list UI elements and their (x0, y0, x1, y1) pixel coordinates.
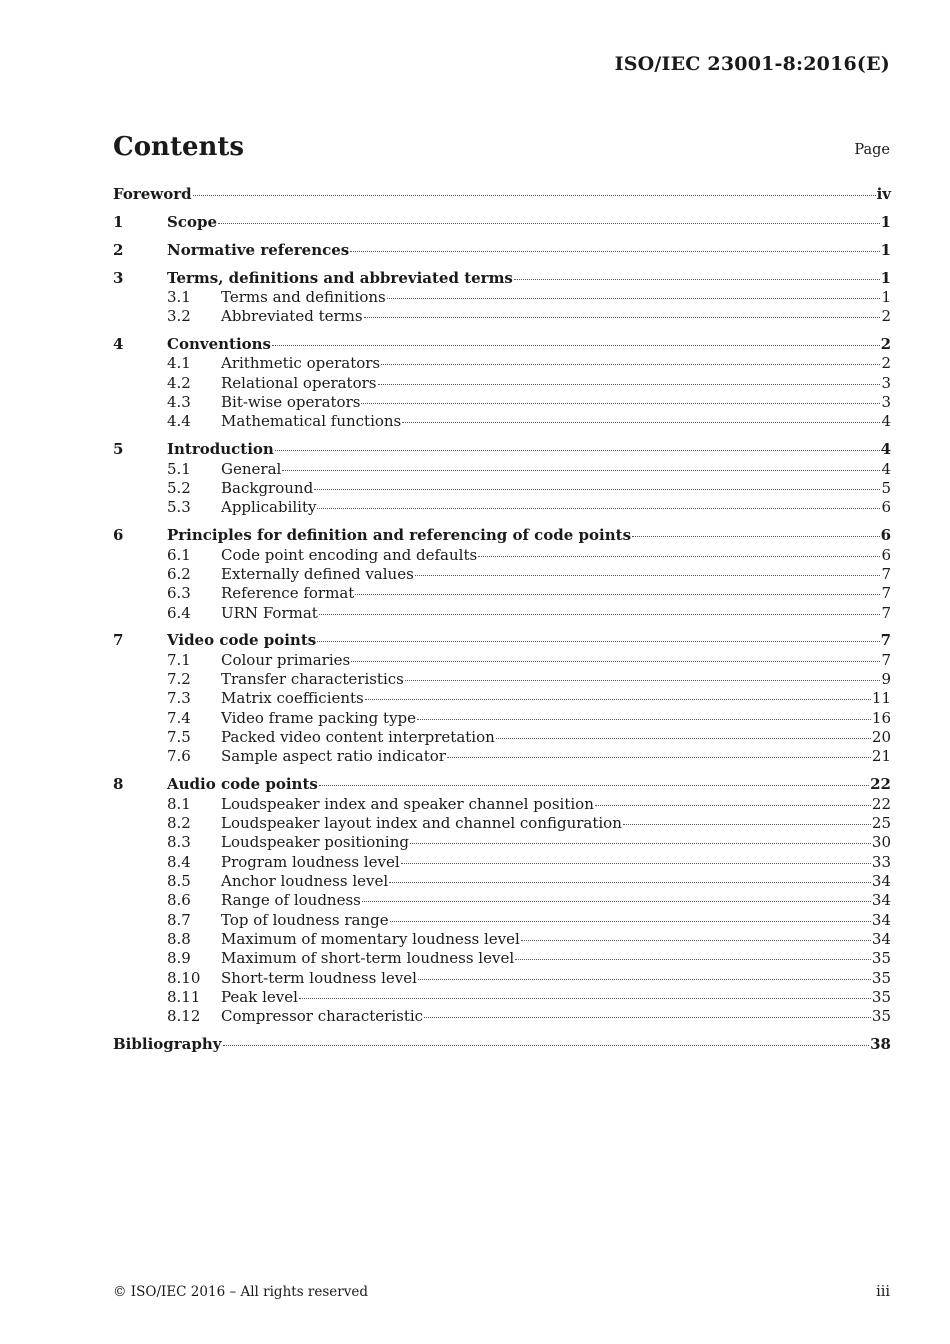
toc-entry[interactable] (113, 795, 891, 814)
dot-leader (402, 422, 880, 423)
toc-entry-number: 8 (113, 775, 124, 794)
toc-entry-title[interactable]: Abbreviated terms (221, 307, 363, 326)
toc-entry[interactable] (113, 604, 891, 623)
toc-entry[interactable] (113, 709, 891, 728)
dot-leader (515, 959, 871, 960)
toc-entry[interactable] (113, 307, 891, 326)
toc-entry[interactable] (113, 565, 891, 584)
toc-entry-page[interactable]: 38 (870, 1035, 891, 1054)
toc-entry-page[interactable]: 2 (881, 307, 891, 326)
toc-entry[interactable] (113, 546, 891, 565)
toc-entry[interactable] (113, 269, 891, 288)
toc-entry-title[interactable]: Audio code points (167, 775, 318, 794)
toc-entry-title[interactable]: Matrix coefficients (221, 689, 364, 708)
toc-entry[interactable] (113, 689, 891, 708)
footer-page-number: iii (876, 1284, 890, 1300)
toc-entry-title[interactable]: Top of loudness range (221, 910, 389, 929)
toc-entry-title[interactable]: Transfer characteristics (221, 670, 404, 689)
toc-entry-page[interactable]: 34 (871, 872, 891, 890)
toc-entry-title[interactable]: Bibliography (113, 1035, 222, 1054)
toc-entry-title[interactable]: Maximum of momentary loudness level (221, 930, 520, 949)
toc-entry-number: 8.10 (167, 968, 201, 987)
toc-entry-title[interactable]: Normative references (167, 240, 350, 259)
dot-leader (361, 403, 880, 404)
dot-leader (275, 450, 880, 451)
toc-entry-title[interactable]: URN Format (221, 603, 318, 622)
dot-leader (424, 1017, 871, 1018)
dot-leader (362, 901, 871, 902)
toc-entry-page[interactable]: 34 (871, 910, 891, 929)
toc-entry-page[interactable]: 7 (880, 631, 891, 650)
toc-entry[interactable] (113, 853, 891, 872)
footer-copyright: © ISO/IEC 2016 – All rights reserved (113, 1284, 368, 1300)
toc-entry-page[interactable]: 7 (881, 584, 891, 603)
toc-entry-number: 4 (113, 335, 124, 354)
toc-entry[interactable] (113, 213, 891, 232)
toc-entry-number: 8.11 (167, 988, 201, 1007)
toc-entry-title[interactable]: Principles for definition and referencing of code points (167, 526, 632, 545)
document-id: ISO/IEC 23001-8:2016(E) (614, 53, 890, 75)
toc-entry[interactable] (113, 814, 891, 833)
toc-entry[interactable] (113, 911, 891, 930)
toc-entry-number: 8.1 (167, 794, 191, 813)
toc-entry[interactable] (113, 374, 891, 393)
dot-leader (381, 364, 880, 365)
toc-entry-title[interactable]: Short-term loudness level (221, 968, 417, 987)
dot-leader (447, 757, 871, 758)
dot-leader (193, 195, 876, 196)
dot-leader (350, 251, 879, 252)
toc-entry[interactable] (113, 288, 891, 307)
toc-entry-number: 8.12 (167, 1007, 201, 1026)
dot-leader (418, 979, 871, 980)
toc-entry-page[interactable]: 25 (871, 813, 891, 832)
toc-entry-title[interactable]: Terms, definitions and abbreviated terms (167, 268, 513, 287)
toc-entry-number: 6.4 (167, 603, 191, 622)
toc-entry[interactable] (113, 775, 891, 794)
toc-entry-title[interactable]: Foreword (113, 185, 192, 203)
toc-entry-number: 7.1 (167, 650, 191, 669)
toc-entry-page[interactable]: 34 (871, 930, 891, 949)
toc-entry-number: 5.3 (167, 498, 191, 517)
toc-entry-title[interactable]: Anchor loudness level (221, 872, 389, 890)
toc-entry[interactable] (113, 728, 891, 747)
toc-entry-page[interactable]: 4 (881, 412, 891, 431)
dot-leader (218, 223, 880, 224)
toc-entry-page[interactable]: 4 (881, 459, 891, 478)
toc-entry-page[interactable]: 1 (880, 212, 891, 231)
dot-leader (478, 556, 880, 557)
toc-entry-number: 1 (113, 212, 124, 231)
toc-entry-number: 7.3 (167, 689, 191, 708)
toc-entry-title[interactable]: Peak level (221, 988, 298, 1007)
toc-entry-title[interactable]: Bit-wise operators (221, 393, 361, 412)
toc-entry-title[interactable]: Terms and definitions (221, 287, 386, 306)
dot-leader (364, 317, 881, 318)
toc-entry-page[interactable]: 6 (881, 545, 891, 564)
toc-entry-page[interactable]: 3 (881, 373, 891, 392)
dot-leader (496, 738, 871, 739)
dot-leader (272, 345, 880, 346)
toc-entry-title[interactable]: Loudspeaker layout index and channel configuration (221, 813, 622, 832)
toc-entry-page[interactable]: 6 (880, 526, 891, 545)
toc-entry-title[interactable]: Colour primaries (221, 650, 351, 669)
toc-entry-number: 7.6 (167, 747, 191, 766)
toc-entry-number: 6.3 (167, 584, 191, 603)
toc-entry-number: 8.4 (167, 852, 191, 871)
toc-entry-page[interactable]: 6 (881, 498, 891, 517)
dot-leader (282, 470, 880, 471)
toc-entry-title[interactable]: Mathematical functions (221, 412, 402, 431)
toc-entry-page[interactable]: 35 (871, 988, 891, 1007)
dot-leader (410, 843, 871, 844)
toc-entry-page[interactable]: 30 (871, 833, 891, 852)
toc-entry-page[interactable]: 5 (881, 478, 891, 497)
toc-entry-title[interactable]: Packed video content interpretation (221, 728, 495, 747)
toc-entry[interactable] (113, 631, 891, 650)
toc-entry-title[interactable]: Arithmetic operators (221, 354, 381, 373)
toc-entry-title[interactable]: Maximum of short-term loudness level (221, 949, 515, 968)
toc-entry-number: 7.4 (167, 708, 191, 727)
toc-entry[interactable] (113, 670, 891, 689)
toc-entry[interactable] (113, 498, 891, 517)
dot-leader (623, 824, 871, 825)
toc-entry-number: 6.2 (167, 564, 191, 583)
toc-entry-title[interactable]: Loudspeaker positioning (221, 833, 409, 852)
toc-entry-page[interactable]: 7 (881, 650, 891, 669)
toc-entry[interactable] (113, 460, 891, 479)
toc-entry-number: 4.3 (167, 393, 191, 412)
toc-entry[interactable] (113, 479, 891, 498)
toc-entry-title[interactable]: Sample aspect ratio indicator (221, 747, 446, 766)
toc-entry-page[interactable]: 1 (880, 268, 891, 287)
toc-entry-page[interactable]: 7 (881, 603, 891, 622)
toc-entry-title[interactable]: Introduction (167, 440, 274, 459)
toc-entry-page[interactable]: 16 (871, 708, 891, 727)
dot-leader (387, 298, 881, 299)
toc-entry-page[interactable]: 11 (871, 689, 891, 708)
dot-leader (299, 998, 871, 999)
toc-entry[interactable] (113, 930, 891, 949)
toc-entry[interactable] (113, 891, 891, 910)
dot-leader (314, 489, 880, 490)
toc-entry-page[interactable]: 1 (880, 240, 891, 259)
toc-entry[interactable] (113, 969, 891, 988)
toc-entry-title[interactable]: Conventions (167, 335, 271, 354)
dot-leader (319, 614, 881, 615)
toc-entry-number: 6 (113, 526, 124, 545)
toc-entry[interactable] (113, 651, 891, 670)
toc-entry[interactable] (113, 949, 891, 968)
dot-leader (389, 882, 871, 883)
toc-entry-number: 5 (113, 440, 124, 459)
dot-leader (365, 699, 871, 700)
toc-entry-page[interactable]: 2 (880, 335, 891, 354)
toc-entry-number: 8.6 (167, 891, 191, 910)
toc-entry-page[interactable]: 2 (881, 354, 891, 373)
toc-entry-page[interactable]: 21 (871, 747, 891, 766)
toc-entry-page[interactable]: 35 (871, 1007, 891, 1026)
toc-entry-page[interactable]: 1 (881, 287, 891, 306)
page-column-label: Page (854, 142, 890, 158)
toc-entry-page[interactable]: 34 (871, 891, 891, 910)
dot-leader (317, 641, 879, 642)
toc-entry[interactable] (113, 335, 891, 354)
dot-leader (595, 805, 871, 806)
toc-entry-title[interactable]: Program loudness level (221, 852, 400, 871)
dot-leader (378, 384, 881, 385)
toc-entry-number: 4.1 (167, 354, 191, 373)
toc-entry[interactable] (113, 988, 891, 1007)
toc-entry[interactable] (113, 872, 891, 891)
toc-entry-page[interactable]: 33 (871, 852, 891, 871)
toc-entry[interactable] (113, 747, 891, 766)
toc-entry-page[interactable]: 35 (871, 968, 891, 987)
toc-entry-number: 8.2 (167, 813, 191, 832)
toc-entry[interactable] (113, 833, 891, 852)
toc-entry-title[interactable]: Range of loudness (221, 891, 361, 910)
toc-entry-page[interactable]: 22 (870, 775, 891, 794)
toc-entry-title[interactable]: Applicability (221, 498, 317, 517)
toc-entry[interactable] (113, 185, 891, 204)
toc-entry[interactable] (113, 440, 891, 459)
toc-entry-page[interactable]: iv (876, 185, 891, 203)
dot-leader (319, 785, 869, 786)
toc-entry-title[interactable]: General (221, 459, 282, 478)
dot-leader (632, 536, 880, 537)
dot-leader (514, 279, 880, 280)
toc-entry-number: 8.3 (167, 833, 191, 852)
toc-entry[interactable] (113, 526, 891, 545)
contents-title: Contents (113, 132, 245, 162)
toc-entry-page[interactable]: 3 (881, 393, 891, 412)
toc-entry-number: 6.1 (167, 545, 191, 564)
toc-entry-number: 7.5 (167, 728, 191, 747)
toc-entry[interactable] (113, 393, 891, 412)
toc-entry-number: 4.2 (167, 373, 191, 392)
toc-entry-number: 7.2 (167, 670, 191, 689)
table-of-contents (113, 185, 891, 1055)
toc-entry-title[interactable]: Code point encoding and defaults (221, 545, 478, 564)
toc-entry-number: 3 (113, 268, 124, 287)
toc-entry-number: 2 (113, 240, 124, 259)
toc-entry-title[interactable]: Externally defined values (221, 564, 414, 583)
toc-entry[interactable] (113, 412, 891, 431)
toc-entry-page[interactable]: 20 (871, 728, 891, 747)
toc-entry-title[interactable]: Video code points (167, 631, 317, 650)
toc-entry-number: 4.4 (167, 412, 191, 431)
toc-entry-title[interactable]: Relational operators (221, 373, 377, 392)
toc-entry-number: 8.9 (167, 949, 191, 968)
toc-entry[interactable] (113, 354, 891, 373)
toc-entry-number: 5.1 (167, 459, 191, 478)
dot-leader (317, 508, 880, 509)
toc-entry-number: 8.8 (167, 930, 191, 949)
toc-entry-title[interactable]: Reference format (221, 584, 355, 603)
toc-entry-page[interactable]: 9 (881, 670, 891, 689)
toc-entry-page[interactable]: 4 (880, 440, 891, 459)
toc-entry-title[interactable]: Video frame packing type (221, 708, 417, 727)
dot-leader (415, 575, 881, 576)
toc-entry-title[interactable]: Loudspeaker index and speaker channel position (221, 794, 594, 813)
dot-leader (521, 940, 871, 941)
toc-entry-number: 8.7 (167, 910, 191, 929)
toc-entry-number: 5.2 (167, 478, 191, 497)
dot-leader (351, 661, 880, 662)
toc-entry[interactable] (113, 1007, 891, 1026)
toc-entry-page[interactable]: 7 (881, 564, 891, 583)
toc-entry[interactable] (113, 584, 891, 603)
dot-leader (417, 719, 871, 720)
toc-entry-title[interactable]: Compressor characteristic (221, 1007, 424, 1026)
toc-entry-number: 7 (113, 631, 124, 650)
dot-leader (390, 921, 871, 922)
toc-entry-number: 3.2 (167, 307, 191, 326)
dot-leader (355, 594, 880, 595)
dot-leader (405, 680, 881, 681)
toc-entry-number: 8.5 (167, 872, 191, 890)
toc-entry-title[interactable]: Scope (167, 212, 218, 231)
toc-entry[interactable] (113, 1035, 891, 1054)
toc-entry[interactable] (113, 241, 891, 260)
toc-entry-page[interactable]: 22 (871, 794, 891, 813)
toc-entry-title[interactable]: Background (221, 478, 314, 497)
toc-entry-page[interactable]: 35 (871, 949, 891, 968)
toc-entry-number: 3.1 (167, 287, 191, 306)
dot-leader (401, 863, 871, 864)
dot-leader (223, 1045, 870, 1046)
